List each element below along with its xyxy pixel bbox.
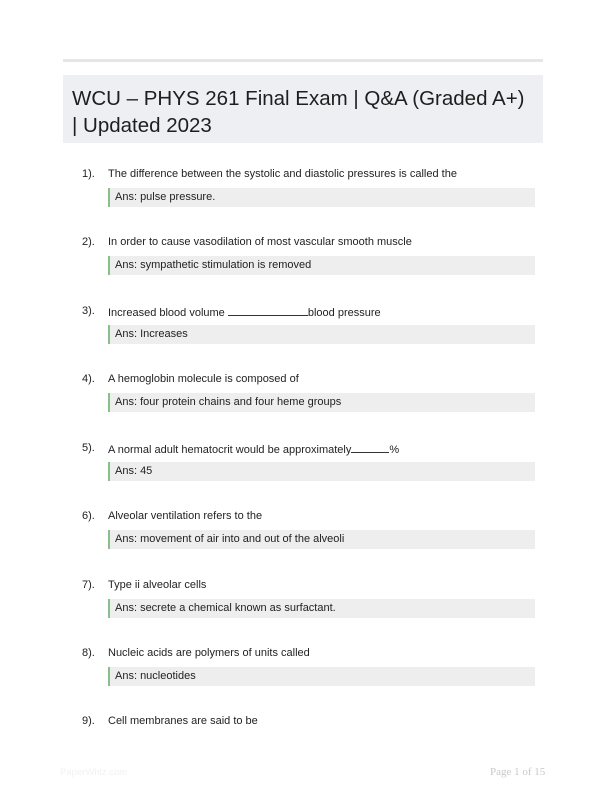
answer-box: Ans: movement of air into and out of the alveoli <box>108 530 535 549</box>
question-text-after: blood pressure <box>307 307 381 319</box>
question-text-after: % <box>389 444 400 456</box>
question-text: In order to cause vasodilation of most vascular smooth muscle <box>108 236 412 248</box>
question-text <box>108 305 381 319</box>
fill-in-blank <box>351 442 389 453</box>
question-text: Alveolar ventilation refers to the <box>108 510 263 522</box>
question-number: 8). <box>82 647 95 659</box>
page-indicator: Page 1 of 15 <box>490 766 546 778</box>
page-title: WCU – PHYS 261 Final Exam | Q&A (Graded A+) | Updated 2023 <box>72 87 525 137</box>
question-number: 6). <box>82 510 95 522</box>
answer-box: Ans: nucleotides <box>108 667 535 686</box>
footer-watermark: PaperWhiz.com <box>60 767 128 778</box>
question-text: The difference between the systolic and diastolic pressures is called the <box>108 168 457 180</box>
answer-box: Ans: 45 <box>108 462 535 481</box>
question-number: 9). <box>82 715 95 727</box>
top-divider <box>63 59 543 62</box>
question-text: A hemoglobin molecule is composed of <box>108 373 299 385</box>
answer-box: Ans: sympathetic stimulation is removed <box>108 256 535 275</box>
question-number: 5). <box>82 442 95 454</box>
question-number: 2). <box>82 236 95 248</box>
answer-box: Ans: four protein chains and four heme groups <box>108 393 535 412</box>
answer-box: Ans: secrete a chemical known as surfactant. <box>108 599 535 618</box>
question-number: 1). <box>82 168 95 180</box>
answer-box: Ans: Increases <box>108 325 535 344</box>
question-text-before: A normal adult hematocrit would be approximately <box>108 444 352 456</box>
fill-in-blank <box>228 305 308 316</box>
question-text <box>108 442 399 456</box>
question-number: 7). <box>82 579 95 591</box>
question-text-before: Increased blood volume <box>108 307 228 319</box>
question-number: 3). <box>82 305 95 317</box>
title-banner <box>63 75 543 143</box>
question-text: Nucleic acids are polymers of units called <box>108 647 310 659</box>
question-number: 4). <box>82 373 95 385</box>
question-text: Cell membranes are said to be <box>108 715 258 727</box>
question-text: Type ii alveolar cells <box>108 579 207 591</box>
answer-box: Ans: pulse pressure. <box>108 188 535 207</box>
